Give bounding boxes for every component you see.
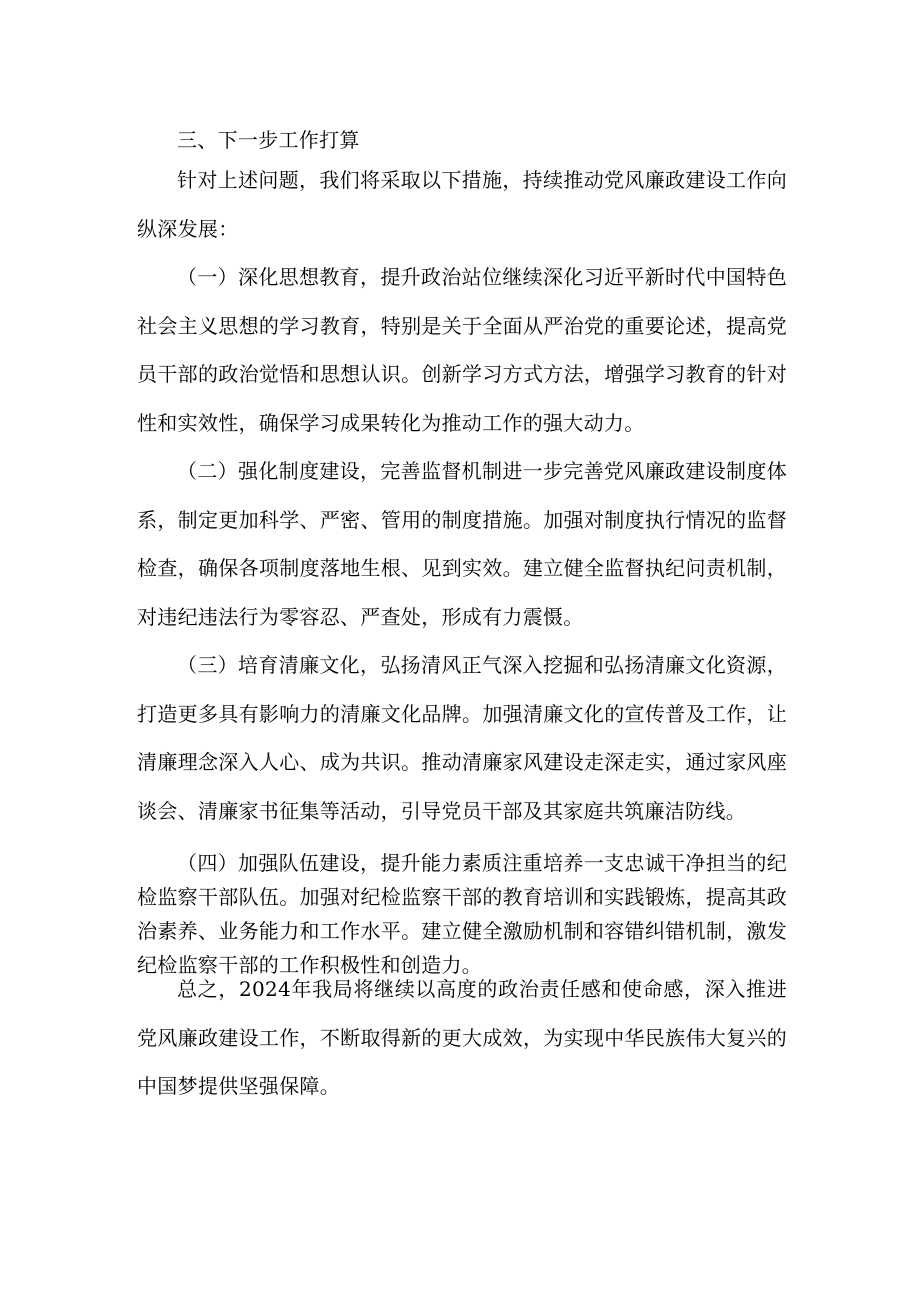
measure-paragraph-2: （二）强化制度建设，完善监督机制进一步完善党风廉政建设制度体系，制定更加科学、严密、管用的制度措施。加强对制度执行情况的监督检查，确保各项制度落地生根、见到实效。建立健全监督执纪问责机制，对违纪违法行为零容忍、严查处，形成有力震慑。 (137, 459, 787, 629)
measure-paragraph-1: （一）深化思想教育，提升政治站位继续深化习近平新时代中国特色社会主义思想的学习教育，特别是关于全面从严治党的重要论述，提高党员干部的政治觉悟和思想认识。创新学习方式方法，增强学习教育的针对性和实效性，确保学习成果转化为推动工作的强大动力。 (137, 265, 787, 435)
intro-paragraph: 针对上述问题，我们将采取以下措施，持续推动党风廉政建设工作向纵深发展： (137, 168, 787, 241)
measure-paragraph-3: （三）培育清廉文化，弘扬清风正气深入挖掘和弘扬清廉文化资源，打造更多具有影响力的清廉文化品牌。加强清廉文化的宣传普及工作，让清廉理念深入人心、成为共识。推动清廉家风建设走深走实，通过家风座谈会、清廉家书征集等活动，引导党员干部及其家庭共筑廉洁防线。 (137, 653, 787, 823)
section-heading: 三、下一步工作打算 (177, 128, 360, 152)
measure-paragraph-4: （四）加强队伍建设，提升能力素质注重培养一支忠诚干净担当的纪检监察干部队伍。加强对纪检监察干部的教育培训和实践锻炼，提高其政治素养、业务能力和工作水平。建立健全激励机制和容错纠错机制，激发纪检监察干部的工作积极性和创造力。 (137, 851, 787, 977)
conclusion-paragraph: 总之，2024年我局将继续以高度的政治责任感和使命感，深入推进党风廉政建设工作，不断取得新的更大成效，为实现中华民族伟大复兴的中国梦提供坚强保障。 (137, 977, 787, 1098)
